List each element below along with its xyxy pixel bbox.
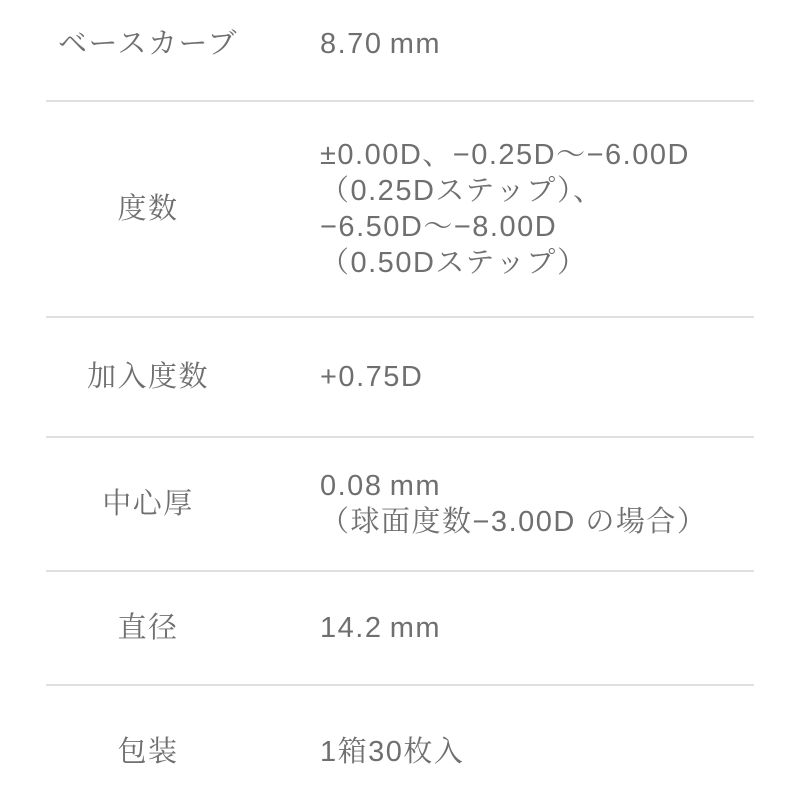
spec-label-power: 度数 bbox=[117, 193, 179, 225]
spec-value-line: +0.75D bbox=[320, 361, 424, 393]
spec-value-power bbox=[250, 137, 690, 281]
product-spec-table bbox=[46, 0, 754, 808]
spec-label-center-thickness: 中心厚 bbox=[102, 488, 194, 520]
spec-value-line: −6.50D～−8.00D bbox=[320, 211, 558, 243]
spec-row-base-curve bbox=[46, 0, 754, 102]
spec-row-packaging bbox=[46, 686, 754, 808]
spec-value-line: ±0.00D、−0.25D～−6.00D bbox=[320, 139, 690, 171]
spec-row-power bbox=[46, 102, 754, 318]
spec-value-line: （球面度数−3.00D の場合） bbox=[320, 506, 708, 538]
spec-value-addition-power bbox=[250, 359, 423, 395]
spec-label-diameter: 直径 bbox=[117, 612, 179, 644]
spec-label-addition-power: 加入度数 bbox=[86, 361, 209, 393]
spec-label-base-curve: ベースカーブ bbox=[57, 28, 239, 60]
spec-row-addition-power bbox=[46, 318, 754, 438]
spec-value-line: （0.50Dステップ） bbox=[320, 247, 588, 279]
spec-value-base-curve bbox=[250, 26, 441, 62]
spec-value-line: （0.25Dステップ）、 bbox=[320, 175, 604, 207]
spec-value-line: 8.70 mm bbox=[320, 28, 442, 60]
spec-row-diameter bbox=[46, 572, 754, 686]
spec-value-line: 0.08 mm bbox=[320, 470, 442, 502]
spec-value-center-thickness bbox=[250, 468, 707, 540]
spec-label-packaging: 包装 bbox=[117, 736, 179, 768]
spec-value-diameter bbox=[250, 610, 441, 646]
spec-value-packaging bbox=[250, 734, 464, 770]
spec-value-line: 1箱30枚入 bbox=[320, 736, 465, 768]
spec-value-line: 14.2 mm bbox=[320, 612, 442, 644]
spec-row-center-thickness bbox=[46, 438, 754, 572]
